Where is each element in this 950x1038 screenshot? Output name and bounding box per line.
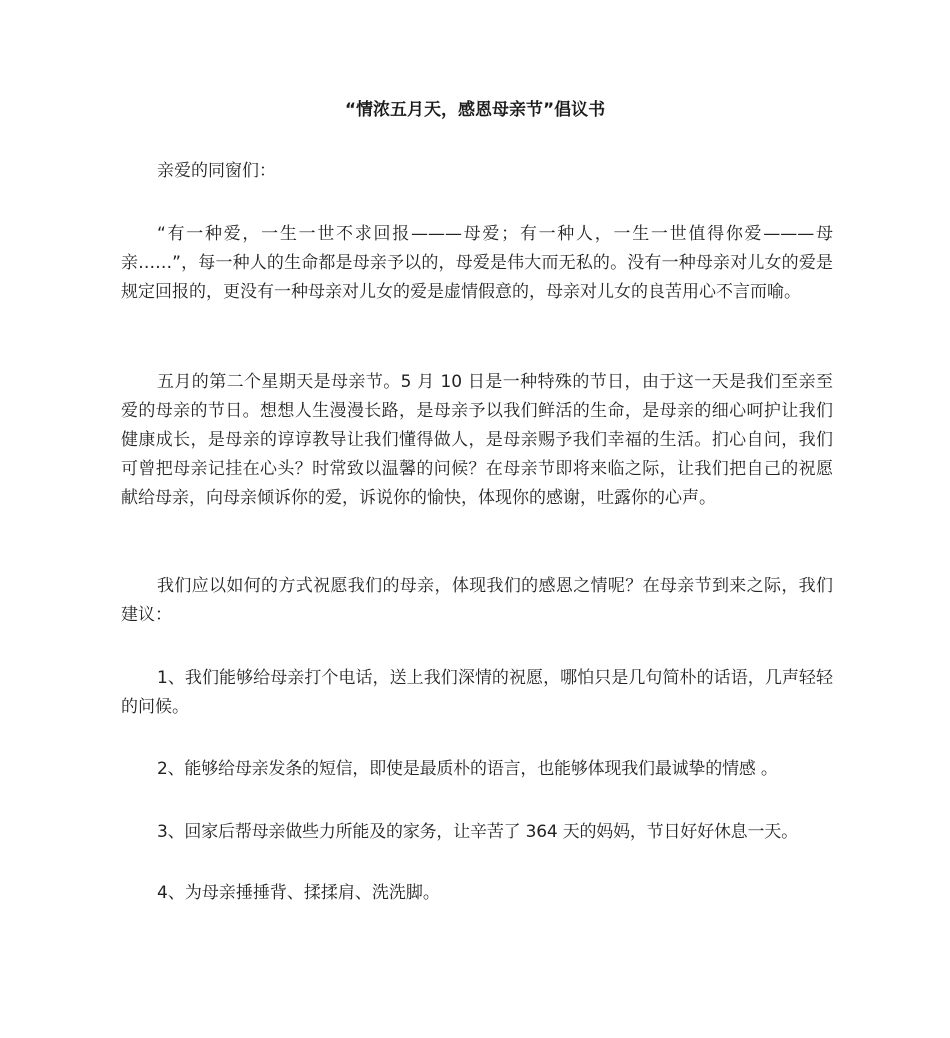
suggestion-3: 3、回家后帮母亲做些力所能及的家务，让辛苦了 364 天的妈妈，节日好好休息一天。 <box>157 822 798 842</box>
suggestion-2: 2、能够给母亲发条的短信，即使是最质朴的语言，也能够体现我们最诚挚的情感 。 <box>157 759 778 779</box>
paragraph-1: “有一种爱，一生一世不求回报———母爱；有一种人，一生一世值得你爱———母亲……”，每一种人的生命都是母亲予以的，母爱是伟大而无私的。没有一种母亲对儿女的爱是规定回报的，更没有一种母亲对儿女的爱是虚情假意的，母亲对儿女的良苦用心不言而喻。 <box>121 224 833 302</box>
paragraph-2: 五月的第二个星期天是母亲节。5 月 10 日是一种特殊的节日，由于这一天是我们至亲至爱的母亲的节日。想想人生漫漫长路，是母亲予以我们鲜活的生命，是母亲的细心呵护让我们健康成长，是母亲的谆谆教导让我们懂得做人，是母亲赐予我们幸福的生活。扪心自问，我们可曾把母亲记挂在心头？时常致以温馨的问候？在母亲节即将来临之际，让我们把自己的祝愿献给母亲，向母亲倾诉你的爱，诉说你的愉快，体现你的感谢，吐露你的心声。 <box>121 372 833 508</box>
salutation: 亲爱的同窗们： <box>157 161 276 181</box>
suggestion-4: 4、为母亲捶捶背、揉揉肩、洗洗脚。 <box>157 883 440 903</box>
suggestion-1: 1、我们能够给母亲打个电话，送上我们深情的祝愿，哪怕只是几句简朴的话语，几声轻轻的问候。 <box>121 668 833 717</box>
document-title: “情浓五月天，感恩母亲节”倡议书 <box>344 100 606 120</box>
paragraph-3: 我们应以如何的方式祝愿我们的母亲，体现我们的感恩之情呢？在母亲节到来之际，我们建议： <box>121 576 833 625</box>
